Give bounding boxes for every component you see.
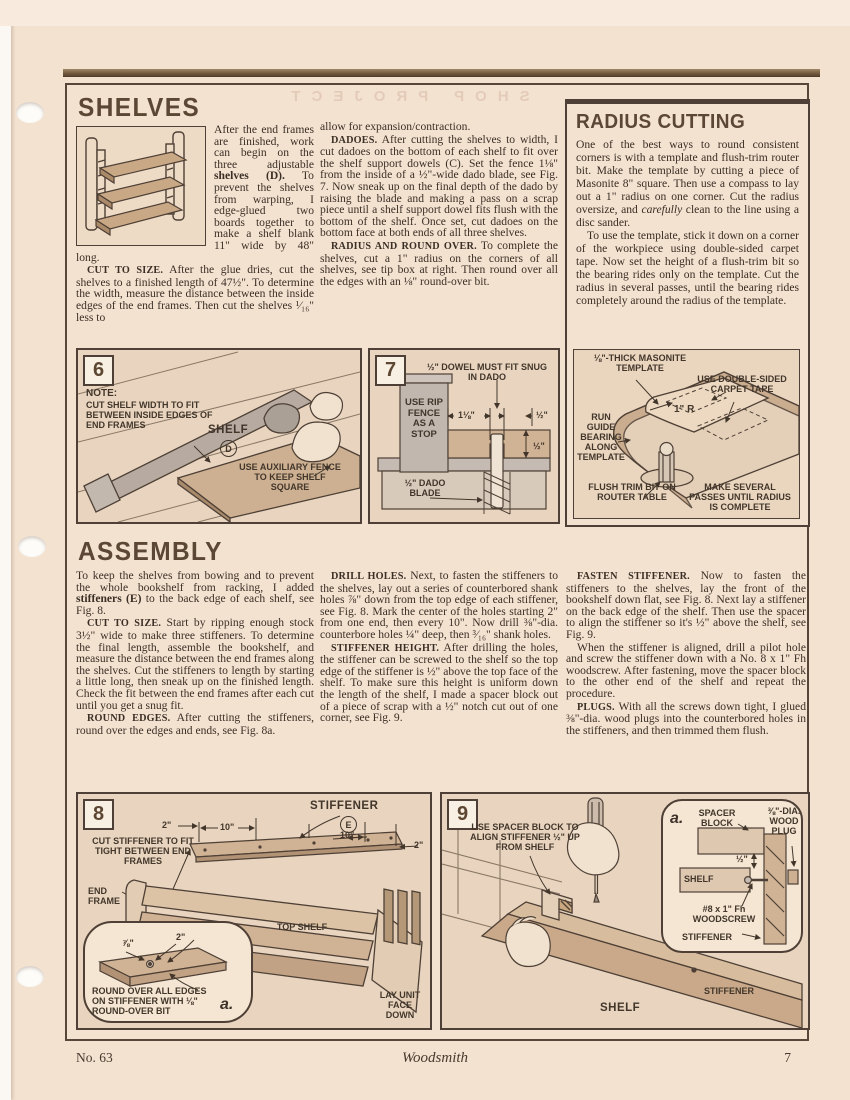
assembly-column-2	[320, 570, 558, 788]
page-edge	[0, 0, 11, 1100]
shelves-column-1	[76, 124, 314, 346]
label-shelf: SHELF	[208, 424, 249, 436]
label-bearing: RUN GUIDE BEARING ALONG TEMPLATE	[577, 412, 625, 463]
paragraph: When the stiffener is aligned, drill a pilot hole and screw the stiffener down with a No. 8 x 1" Fh woodscrew. After fastening, move the spacer block to the other end of the shelf and repeat the procedure.	[566, 640, 806, 700]
figure-9	[440, 792, 810, 1030]
label-spacer-block: USE SPACER BLOCK TO ALIGN STIFFENER ½" UP FROM SHELF	[470, 822, 580, 853]
assembly-column-1	[76, 570, 314, 788]
paragraph: RADIUS AND ROUND OVER. To complete the shelves, cut a 1" radius on the corners of all shelves, see tip box at right. Then round over all the edges with an ⅛" round-over bit.	[320, 238, 558, 288]
label-inset-stiffener: STIFFENER	[682, 932, 733, 942]
tipbox-title: RADIUS CUTTING	[576, 111, 746, 133]
magazine-name: Woodsmith	[401, 1050, 469, 1066]
paragraph: After the end frames are finished, work can begin on the three adjustable shelves (D). To prevent the shelves from warping, I edge-glued two boards together to make a shelf blank 11" wide by 48" long.	[76, 123, 314, 264]
dim-2b: 2"	[414, 840, 424, 850]
radius-cutting-illustration	[573, 349, 800, 519]
dim-2a: 2"	[162, 820, 172, 830]
inset-letter-a: a.	[220, 996, 234, 1013]
section-title-shelves: SHELVES	[78, 92, 201, 122]
paragraph: PLUGS. With all the screws down tight, I glued ⅜"-dia. wood plugs into the counterbored holes in the stiffeners, and then trimmed them flush.	[566, 699, 806, 737]
label-stiffener: STIFFENER	[310, 800, 379, 812]
assembly-column-3	[566, 570, 806, 788]
label-dado-blade: ½" DADO BLADE	[404, 478, 446, 499]
label-round-over: ROUND OVER ALL EDGES ON STIFFENER WITH ⅛" ROUND-OVER BIT	[92, 986, 207, 1017]
top-rule	[63, 69, 820, 77]
shelves-column-2	[320, 121, 558, 345]
dim-10a: 10"	[220, 822, 235, 832]
page-number: 7	[784, 1050, 791, 1065]
label-dowel: ½" DOWEL MUST FIT SNUG IN DADO	[426, 362, 548, 383]
dim-1-1-8: 1⅛"	[458, 410, 475, 420]
ghost-showthrough-text: SHOP PROJECT	[280, 88, 530, 105]
label-end-frame: END FRAME	[88, 886, 120, 907]
part-letter-e: E	[340, 816, 357, 833]
label-note: CUT SHELF WIDTH TO FIT BETWEEN INSIDE EDGES OF END FRAMES	[86, 400, 213, 431]
label-stiffener: STIFFENER	[704, 986, 755, 996]
punch-hole	[18, 536, 46, 557]
dim-10b: 10"	[340, 830, 355, 840]
punch-hole	[16, 102, 44, 123]
label-note-head: NOTE:	[86, 388, 118, 399]
paragraph: To keep the shelves from bowing and to prevent the whole bookshelf from racking, I added stiffeners (E) to the back edge of each shelf, see Fig. 8.	[76, 569, 314, 617]
paragraph: One of the best ways to round consistent corners is with a template and flush-trim router bit. Make the template by cutting a piece of Masonite 8" square. Then use a compass to lay out a 1" radius on one corner. Cut the radius oversize, and carefully clean to the line using a disc sander.	[576, 138, 800, 229]
label-top-shelf: TOP SHELF	[276, 922, 328, 932]
label-rip-fence: USE RIP FENCE AS A STOP	[404, 397, 443, 440]
punch-hole	[16, 966, 44, 987]
label-aux-fence: USE AUXILIARY FENCE TO KEEP SHELF SQUARE	[239, 462, 341, 493]
label-passes: MAKE SEVERAL PASSES UNTIL RADIUS IS COMPLETE	[689, 482, 791, 513]
paragraph: To use the template, stick it down on a corner of the workpiece using double-sided carpet tape. Now set the height of a flush-trim bit so the bearing rides only on the template. Cut the radius in several passes, until the bearing rides completely around the radius of the template.	[576, 229, 799, 307]
inset-letter-a: a.	[670, 810, 684, 827]
label-lay-unit: LAY UNIT FACE DOWN	[379, 990, 421, 1021]
paragraph: ROUND EDGES. After cutting the stiffeners, round over the edges and ends, see Fig. 8a.	[76, 711, 314, 737]
label-inset-spacer: SPACER BLOCK	[698, 808, 736, 829]
label-woodscrew: #8 x 1" Fh WOODSCREW	[692, 904, 756, 925]
label-tape: USE DOUBLE-SIDED CARPET TAPE	[697, 374, 787, 395]
dim-half-width: ½"	[536, 410, 548, 420]
scan-top-edge	[0, 0, 850, 26]
paragraph: DADOES. After cutting the shelves to width, I cut dadoes on the bottom of each shelf to fit over the shelf support dowels (C). Set the fence 1⅛" from the inside of a ½"-wide dado blade, see Fig. 7. Now sneak up on the final depth of the dado by raising the blade and making a pass on a scrap piece until a shelf support dowel fits flush with the bottom of the shelf. Once set, cut dadoes on the bottom face at both ends of all three shelves.	[320, 132, 558, 240]
issue-number: No. 63	[76, 1050, 113, 1065]
paragraph: CUT TO SIZE. After the glue dries, cut the shelves to a finished length of 47½". To determine the width, measure the distance between the inside edges of the end frames. Then cut the shelves ¹⁄₁₆" less to	[76, 263, 315, 324]
label-inset-shelf: SHELF	[684, 874, 714, 884]
paragraph: FASTEN STIFFENER. Now to fasten the stiffeners to the shelves, lay the front of the bookshelf down flat, see Fig. 8. Next lay a stiffener on the back edge of the shelf. Then use the spacer to align the stiffener so it's ½" above the shelf, see Fig. 9.	[566, 569, 806, 641]
tipbox-text	[567, 138, 808, 307]
figure-7	[368, 348, 560, 524]
figure-number: 8	[83, 799, 114, 830]
section-title-assembly: ASSEMBLY	[78, 536, 223, 566]
paragraph: STIFFENER HEIGHT. After drilling the holes, the stiffener can be screwed to the shelf so the top edge of the stiffener is ½" above the top face of the shelf. To make sure this height is uniform down the length of the shelf, I made a spacer block out of a piece of scrap with a ½" notch cut out of one corner, see Fig. 9.	[320, 640, 558, 725]
part-letter-d: D	[220, 440, 237, 457]
label-radius: 1" R	[674, 404, 695, 415]
label-wood-plug: ⅜"-DIA. WOOD PLUG	[767, 806, 801, 837]
dim-7-8: ⅞"	[122, 938, 134, 948]
radius-cutting-tipbox	[565, 99, 810, 527]
dim-2-inset: 2"	[176, 932, 186, 942]
paragraph: DRILL HOLES. Next, to fasten the stiffeners to the shelves, lay out a series of counterbored shank holes ⅞" down from the top edge of each stiffener, see Fig. 8. Mark the center of the holes starting 2" from one end, then every 10". Now drill ⅜"-dia. counterbore holes ¼" deep, then ³⁄₁₆" shank holes.	[320, 569, 558, 641]
bookshelf-illustration	[76, 126, 206, 246]
paragraph: allow for expansion/contraction.	[320, 120, 471, 133]
label-bit: FLUSH TRIM BIT ON ROUTER TABLE	[588, 482, 676, 503]
label-cut-stiffener: CUT STIFFENER TO FIT TIGHT BETWEEN END FRAMES	[92, 836, 194, 867]
figure-number: 7	[375, 355, 406, 386]
label-shelf: SHELF	[600, 1002, 641, 1014]
figure-number: 6	[83, 355, 114, 386]
dim-half: ½"	[736, 854, 748, 864]
figure-8	[76, 792, 432, 1030]
figure-number: 9	[447, 799, 478, 830]
label-template: ⅛"-THICK MASONITE TEMPLATE	[593, 353, 687, 374]
dim-half-depth: ½"	[533, 441, 545, 451]
figure-6	[76, 348, 362, 524]
paragraph: CUT TO SIZE. Start by ripping enough stock 3½" wide to make three stiffeners. To determine the final length, assemble the bookshelf, and measure the distance between the end frames along the shelves. Cut the stiffeners to length by starting a little long, then sneak up on the finished length. Check the fit between the end frames after each cut until you get a snug fit.	[76, 616, 315, 712]
